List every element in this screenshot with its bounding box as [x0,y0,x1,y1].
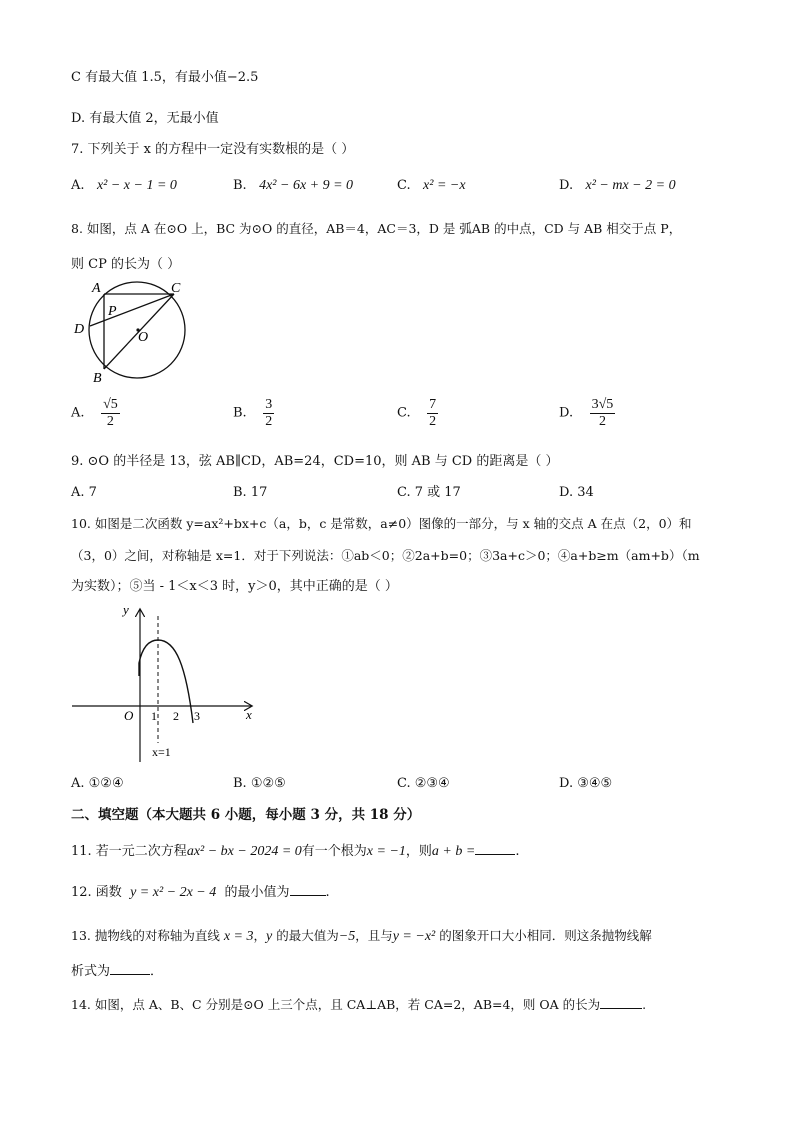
q9-option-b: B. 17 [233,485,268,500]
q14-text: 14. 如图，点 A、B、C 分别是⊙O 上三个点，且 CA⊥AB，若 CA=2，AB=4，则 OA 的长为 [71,997,601,1012]
q13-axis: x = 3 [223,929,254,944]
q12-stem [71,885,330,901]
q11-stem [71,844,519,860]
label-o: O [138,330,149,345]
q9-option-d: D. 34 [559,485,594,500]
q10-line-2: （3，0）之间，对称轴是 x=1．对于下列说法：①ab＜0；②2a+b=0；③3a+c＞0；④a+b≥m（am+b）（m [71,548,700,563]
q13-text-2: 的最大值为 [276,928,339,943]
label-p: P [108,304,117,319]
q13-max: −5 [338,929,356,944]
q11-text-3: ，则 [405,844,432,859]
q13-stem [71,928,652,945]
answer-blank[interactable] [475,854,515,855]
tick-1: 1 [151,709,157,723]
q8-stem: 8. 如图，点 A 在⊙O 上，BC 为⊙O 的直径，AB＝4，AC＝3，D 是 弧AB 的中点，CD 与 AB 相交于点 P， [71,221,682,236]
q12-text-2: 的最小值为 [224,885,290,900]
q13-comma: ， [253,928,267,943]
tick-2: 2 [173,709,179,723]
option-letter: B. [233,405,247,421]
option-letter: C. [397,178,411,193]
q7-option-d [559,178,676,194]
fraction: $\frac{7}{2}$ [429,397,437,429]
q10-line-1: 10. 如图是二次函数 y=ax²+bx+c（a，b，c 是常数，a≠0）图像的一部分，与 x 轴的交点 A 在点（2，0）和 [71,516,692,531]
answer-blank[interactable] [290,895,326,896]
label-b: B [93,371,102,386]
label-origin: O [124,708,134,723]
label-x: x [246,707,252,722]
q13-stem-2 [71,964,163,980]
q8-option-a [71,397,120,430]
q6-option-c: C 有最大值 1.5，有最小值−2.5 [71,70,259,85]
option-letter: A. [71,178,85,193]
fraction: $\frac{3√5}{2}$ [591,397,614,429]
q13-text-3: ，且与 [355,928,393,943]
answer-blank[interactable] [600,1008,642,1009]
label-d: D [74,322,85,337]
label-y: y [123,602,129,617]
label-c: C [171,281,181,296]
q11-root: x = −1 [366,844,406,859]
q8-option-c [397,397,438,430]
q11-text: 11. 若一元二次方程 [71,844,187,859]
q7-stem: 7. 下列关于 x 的方程中一定没有实数根的是（ ） [71,142,355,157]
q8-circle-figure [70,278,200,388]
q10-parabola-figure [68,598,268,766]
fraction: $\frac{3}{2}$ [265,397,273,429]
q11-expression: a + b = [431,844,476,859]
q10-option-b: B. ①②⑤ [233,776,286,791]
q13-text-5: 析式为 [71,964,111,979]
q13-period: ． [150,964,164,979]
fraction: $\frac{√5}{2}$ [103,397,118,429]
q6-option-d: D. 有最大值 2，无最小值 [71,111,219,126]
q7-option-c [397,178,466,194]
answer-blank[interactable] [110,974,150,975]
q7-option-b [233,178,353,194]
q14-stem [71,997,646,1013]
segment-cd [90,294,174,326]
q11-period: . [515,844,520,859]
q13-variable: y [266,929,273,944]
q12-equation: y = x² − 2x − 4 [130,885,217,900]
equation: x² = −x [423,178,466,193]
section-heading: 二、填空题（本大题共 6 小题，每小题 3 分，共 18 分） [71,807,421,823]
option-letter: A. [71,405,85,421]
q11-text-2: 有一个根为 [301,844,367,859]
option-letter: D. [559,178,574,193]
q12-period: . [325,885,330,900]
q13-text-4: 的图象开口大小相同．则这条抛物线解 [439,928,652,943]
q9-option-c: C. 7 或 17 [397,485,461,500]
q8-stem-2: 则 CP 的长为（ ） [71,257,181,272]
q9-stem: 9. ⊙O 的半径是 13，弦 AB∥CD，AB=24，CD=10，则 AB 与 CD 的距离是（ ） [71,454,559,469]
q12-text: 12. 函数 [71,885,122,900]
q7-option-a [71,178,177,194]
option-letter: C. [397,405,411,421]
q8-option-b [233,397,274,430]
q10-line-3: 为实数）；⑤当 - 1＜x＜3 时，y＞0，其中正确的是（ ） [71,579,398,594]
q11-equation: ax² − bx − 2024 = 0 [186,844,302,859]
q14-period: . [642,997,647,1012]
option-letter: D. [559,405,574,421]
option-letter: B. [233,178,247,193]
q10-option-c: C. ②③④ [397,776,450,791]
tick-3: 3 [194,709,200,723]
q13-text: 13. 抛物线的对称轴为直线 [71,928,220,943]
equation: 4x² − 6x + 9 = 0 [259,178,354,193]
parabola [139,640,193,723]
q13-curve: y = −x² [392,929,436,944]
equation: x² − mx − 2 = 0 [585,178,676,193]
q10-option-d: D. ③④⑤ [559,776,613,791]
q10-option-a: A. ①②④ [71,776,124,791]
equation: x² − x − 1 = 0 [96,178,177,193]
label-a: A [92,281,101,296]
q9-option-a: A. 7 [71,485,97,500]
q8-option-d [559,397,615,430]
axis-label: x=1 [152,745,171,759]
